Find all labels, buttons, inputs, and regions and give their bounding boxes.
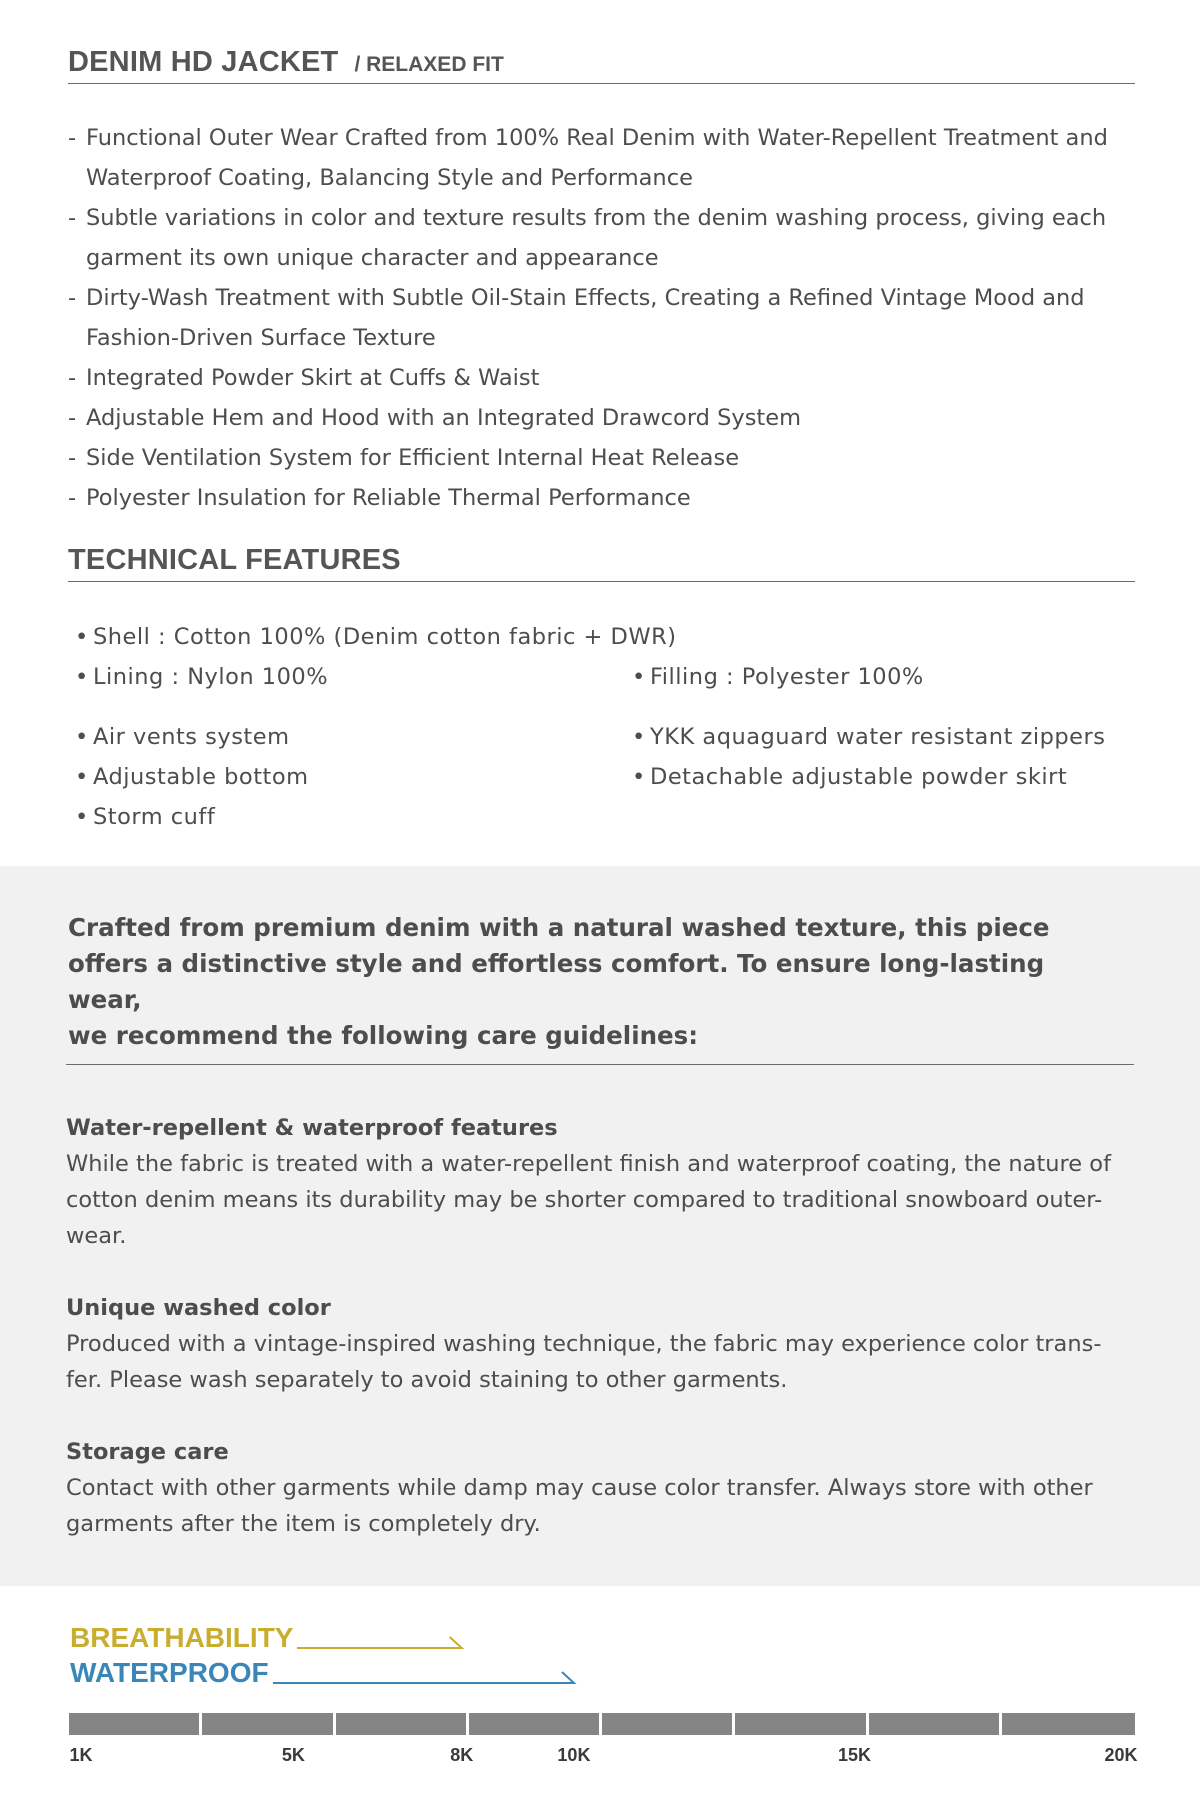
scale-segment [602, 1713, 732, 1735]
waterproof-label: WATERPROOF [70, 1657, 269, 1688]
scale-segment [1002, 1713, 1135, 1735]
care-heading: Water-repellent & waterproof features [66, 1115, 558, 1141]
scale-tick-label: 5K [281, 1745, 305, 1765]
scale-segment [202, 1713, 332, 1735]
scale-tick-label: 15K [837, 1745, 871, 1765]
product-fit: / RELAXED FIT [354, 53, 504, 76]
description-item: - Adjustable Hem and Hood with an Integrated Drawcord System [68, 405, 802, 431]
scale-segment [469, 1713, 599, 1735]
scale-tick-label: 1K [69, 1745, 93, 1765]
breathability-arrow [297, 1637, 462, 1648]
scale-segment [869, 1713, 999, 1735]
care-heading: Unique washed color [66, 1295, 331, 1321]
scale-tick-label: 8K [450, 1745, 474, 1765]
feature-item: • YKK aquaguard water resistant zippers [632, 724, 1106, 750]
feature-item: • Air vents system [75, 724, 290, 750]
feature-item: • Storm cuff [75, 804, 216, 830]
care-body: While the fabric is treated with a water-repellent finish and waterproof coating, the nature of cotton denim means its durability may be shorter compared to traditional snowboard outer-wear. [66, 1151, 1111, 1249]
product-title: DENIM HD JACKET [68, 46, 339, 78]
lining-spec: • Lining : Nylon 100% [75, 664, 329, 690]
filling-spec: • Filling : Polyester 100% [632, 664, 924, 690]
description-item: - Integrated Powder Skirt at Cuffs & Waist [68, 365, 540, 391]
care-body: Produced with a vintage-inspired washing technique, the fabric may experience color trans-fer. Please wash separately to avoid staining to other garments. [66, 1331, 1102, 1393]
shell-spec: • Shell : Cotton 100% (Denim cotton fabric + DWR) [75, 624, 677, 650]
care-intro: Crafted from premium denim with a natural washed texture, this piece offers a distinctive style and effortless comfort. To ensure long-lasting wear, we recommend the following care guidelines: [68, 913, 1050, 1050]
waterproof-arrow-line [273, 1672, 574, 1683]
technical-title: TECHNICAL FEATURES [68, 544, 401, 576]
breathability-arrow-line [297, 1637, 462, 1648]
description-item: - Dirty-Wash Treatment with Subtle Oil-Stain Effects, Creating a Refined Vintage Mood and Fashion-Driven Surface Texture [68, 285, 1085, 351]
feature-item: • Adjustable bottom [75, 764, 309, 790]
description-item: - Functional Outer Wear Crafted from 100% Real Denim with Water-Repellent Treatment and Waterproof Coating, Balancing Style and Performance [68, 125, 1108, 191]
feature-item: • Detachable adjustable powder skirt [632, 764, 1068, 790]
scale-segment [69, 1713, 199, 1735]
scale-segment [336, 1713, 466, 1735]
waterproof-arrow [273, 1672, 574, 1683]
breathability-label: BREATHABILITY [70, 1622, 294, 1653]
scale-tick-label: 10K [557, 1745, 591, 1765]
description-item: - Side Ventilation System for Efficient Internal Heat Release [68, 445, 740, 471]
care-body: Contact with other garments while damp may cause color transfer. Always store with other garments after the item is completely dry. [66, 1475, 1093, 1537]
care-heading: Storage care [66, 1439, 229, 1465]
description-item: - Subtle variations in color and texture results from the denim washing process, giving each garment its own unique character and appearance [68, 205, 1107, 271]
scale-tick-label: 20K [1104, 1745, 1138, 1765]
description-item: - Polyester Insulation for Reliable Thermal Performance [68, 485, 691, 511]
scale-segment [735, 1713, 865, 1735]
